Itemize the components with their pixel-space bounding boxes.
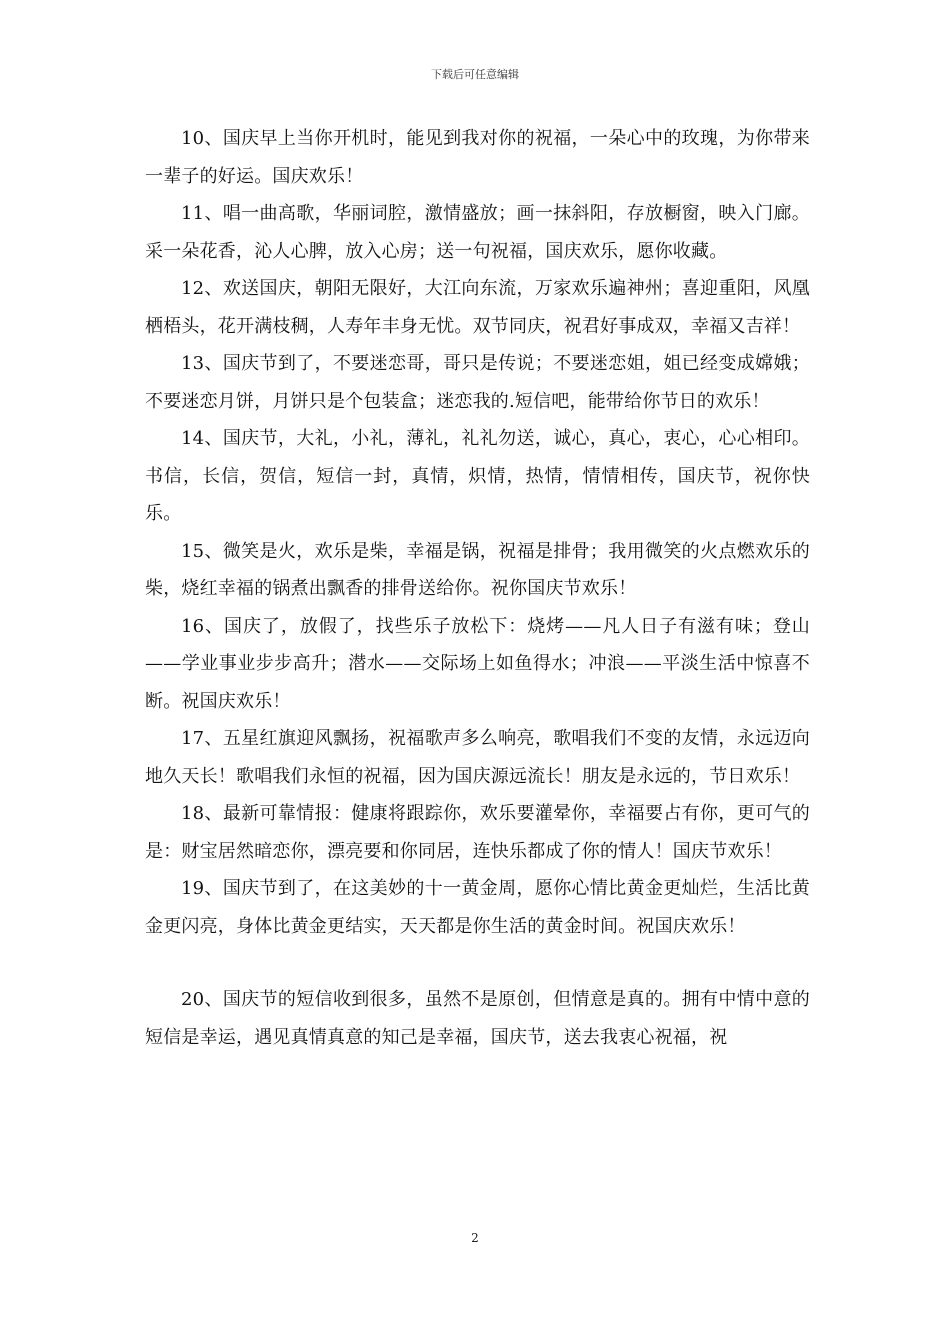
paragraph-12: 12、欢送国庆，朝阳无限好，大江向东流，万家欢乐遍神州；喜迎重阳，风凰栖梧头，花开满枝稠，人寿年丰身无忧。双节同庆，祝君好事成双，幸福又吉祥！ [145,278,810,337]
paragraph-13: 13、国庆节到了，不要迷恋哥，哥只是传说；不要迷恋姐，姐已经变成嫦娥；不要迷恋月饼，月饼只是个包装盒；迷恋我的.短信吧，能带给你节日的欢乐！ [145,353,810,412]
paragraph-spacer [145,945,810,981]
paragraph-19: 19、国庆节到了，在这美妙的十一黄金周，愿你心情比黄金更灿烂，生活比黄金更闪亮，身体比黄金更结实，天天都是你生活的黄金时间。祝国庆欢乐！ [145,878,810,937]
paragraph-15: 15、微笑是火，欢乐是柴，幸福是锅，祝福是排骨；我用微笑的火点燃欢乐的柴，烧红幸福的锅煮出飘香的排骨送给你。祝你国庆节欢乐！ [145,540,810,599]
page-number: 2 [471,1231,479,1245]
paragraph-20: 20、国庆节的短信收到很多，虽然不是原创，但情意是真的。拥有中情中意的短信是幸运，遇见真情真意的知己是幸福，国庆节，送去我衷心祝福，祝 [145,989,810,1048]
paragraph-14: 14、国庆节，大礼，小礼，薄礼，礼礼勿送，诚心，真心，衷心，心心相印。书信，长信，贺信，短信一封，真情，炽情，热情，情情相传，国庆节，祝你快乐。 [145,428,810,524]
paragraph-10: 10、国庆早上当你开机时，能见到我对你的祝福，一朵心中的玫瑰，为你带来一辈子的好运。国庆欢乐！ [145,128,810,187]
paragraph-18: 18、最新可靠情报：健康将跟踪你，欢乐要灌晕你，幸福要占有你，更可气的是：财宝居然暗恋你，漂亮要和你同居，连快乐都成了你的情人！国庆节欢乐！ [145,803,810,862]
page-header-note: 下载后可任意编辑 [431,68,519,81]
paragraph-16: 16、国庆了，放假了，找些乐子放松下：烧烤——凡人日子有滋有味；登山——学业事业步步高升；潜水——交际场上如鱼得水；冲浪——平淡生活中惊喜不断。祝国庆欢乐！ [145,615,810,712]
document-body [145,120,810,1056]
paragraph-17: 17、五星红旗迎风飘扬，祝福歌声多么响亮，歌唱我们不变的友情，永远迈向地久天长！歌唱我们永恒的祝福，因为国庆源远流长！朋友是永远的，节日欢乐！ [145,728,810,787]
paragraph-11: 11、唱一曲高歌，华丽词腔，激情盛放；画一抹斜阳，存放橱窗，映入门廊。采一朵花香，沁人心脾，放入心房；送一句祝福，国庆欢乐，愿你收藏。 [145,203,810,262]
